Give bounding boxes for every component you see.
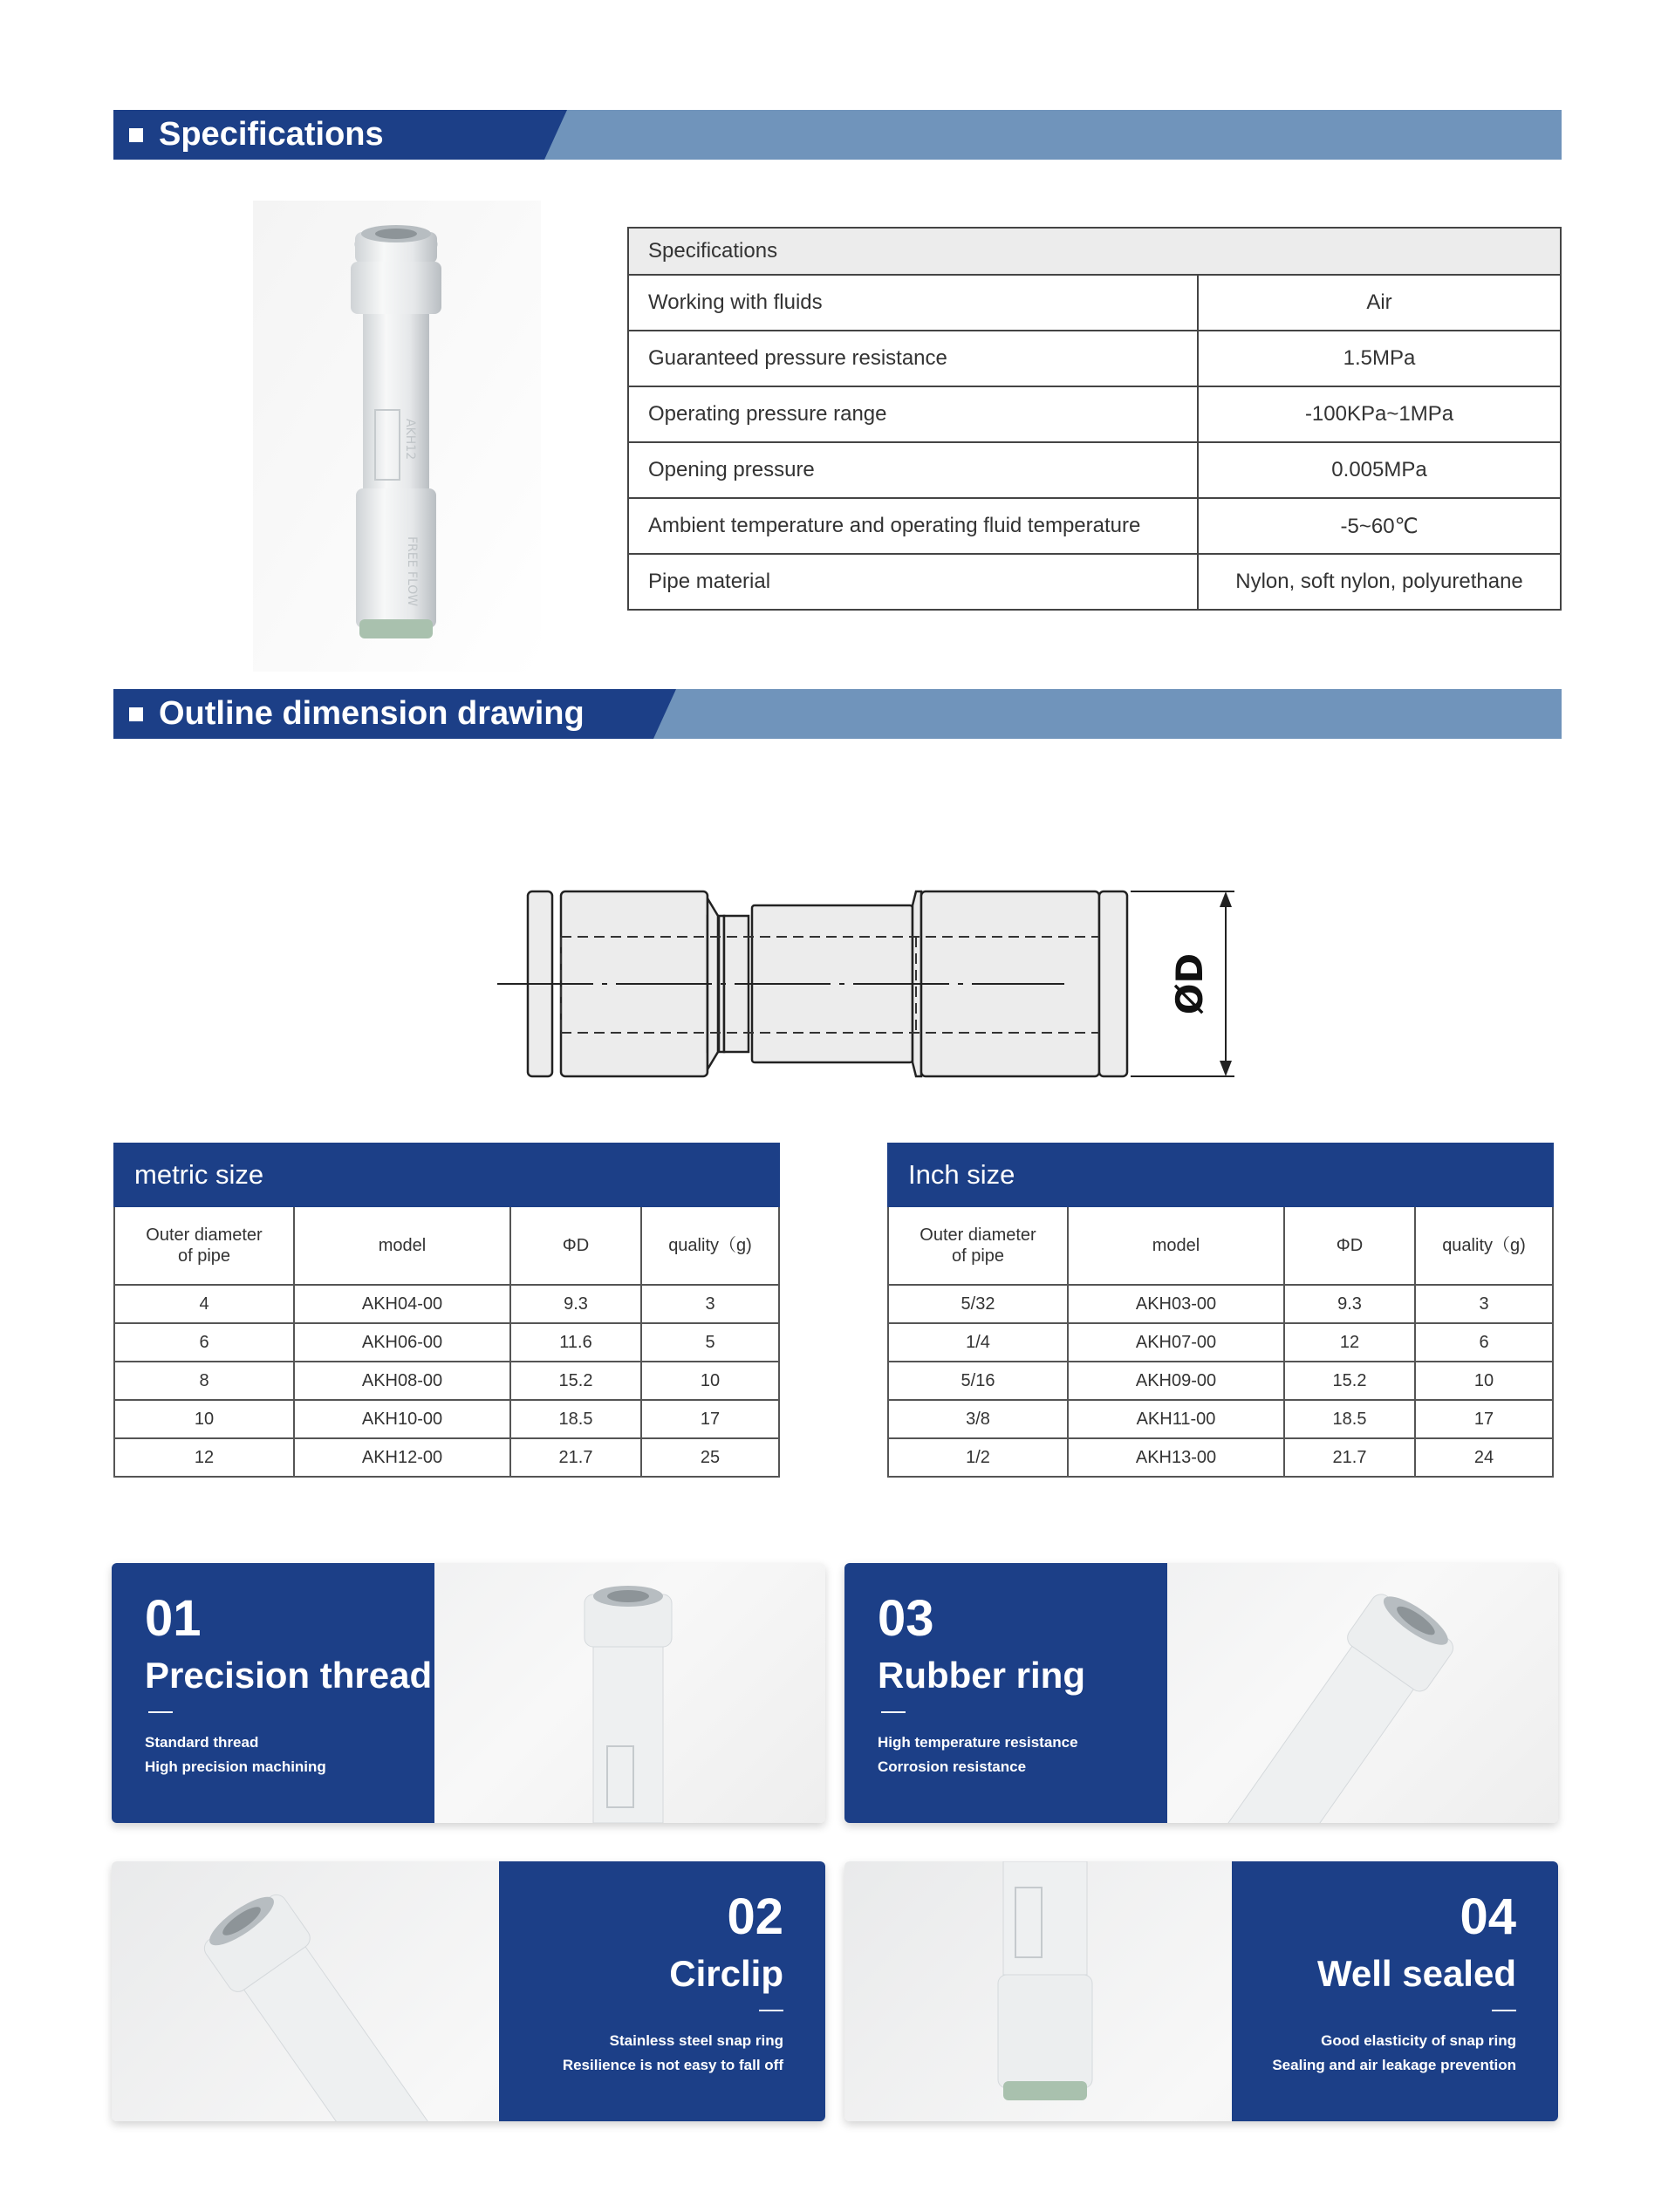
product-model-marking: AKH12 [403, 419, 417, 461]
spec-row [628, 554, 1561, 610]
spec-value: -5~60℃ [1198, 498, 1561, 554]
cell: AKH13-00 [1068, 1438, 1284, 1477]
cell: 5/32 [888, 1285, 1068, 1323]
section-title: Specifications [159, 116, 384, 153]
spec-label: Operating pressure range [628, 386, 1198, 442]
spec-label: Ambient temperature and operating fluid temperature [628, 498, 1198, 554]
product-flow-marking: FREE FLOW [405, 536, 419, 607]
cell: 3 [1415, 1285, 1553, 1323]
spec-row [628, 386, 1561, 442]
cell: 10 [1415, 1362, 1553, 1400]
feature-panel [499, 1861, 825, 2121]
spec-row [628, 442, 1561, 498]
cell: 11.6 [510, 1323, 641, 1362]
feature-line: High precision machining [145, 1758, 326, 1775]
dimension-drawing [489, 872, 1256, 1099]
spec-row [628, 498, 1561, 554]
cell: 6 [1415, 1323, 1553, 1362]
cell: 12 [1284, 1323, 1415, 1362]
feature-line: Stainless steel snap ring [609, 2032, 783, 2049]
spec-label: Opening pressure [628, 442, 1198, 498]
cell: AKH11-00 [1068, 1400, 1284, 1438]
col-header-quality: quality（g) [641, 1206, 779, 1285]
section-header-outline [113, 689, 1562, 739]
diameter-label: ØD [1168, 952, 1211, 1015]
cell: AKH04-00 [294, 1285, 510, 1323]
feature-number: 04 [1460, 1888, 1516, 1945]
cell: 3/8 [888, 1400, 1068, 1438]
spec-value: -100KPa~1MPa [1198, 386, 1561, 442]
fitting-photo [434, 1563, 825, 1823]
table-row [888, 1323, 1553, 1362]
feature-card-precision-thread [112, 1563, 825, 1823]
col-header-model: model [294, 1206, 510, 1285]
cell: 15.2 [510, 1362, 641, 1400]
square-bullet-icon [129, 128, 143, 142]
table-row [888, 1285, 1553, 1323]
cell: AKH10-00 [294, 1400, 510, 1438]
divider [1492, 2010, 1516, 2011]
col-header-model: model [1068, 1206, 1284, 1285]
cell: 8 [114, 1362, 294, 1400]
feature-title: Rubber ring [878, 1655, 1085, 1696]
col-header-diameter: ΦD [510, 1206, 641, 1285]
cell: 17 [1415, 1400, 1553, 1438]
cell: AKH08-00 [294, 1362, 510, 1400]
cell: AKH03-00 [1068, 1285, 1284, 1323]
feature-line: Standard thread [145, 1734, 259, 1751]
feature-number: 01 [145, 1590, 202, 1647]
cell: 21.7 [1284, 1438, 1415, 1477]
cell: 3 [641, 1285, 779, 1323]
spec-row [628, 331, 1561, 386]
feature-line: Resilience is not easy to fall off [562, 2057, 783, 2073]
cell: AKH07-00 [1068, 1323, 1284, 1362]
section-header-specifications [113, 110, 1562, 160]
cell: 5 [641, 1323, 779, 1362]
fitting-photo [844, 1861, 1235, 2121]
table-row [114, 1323, 779, 1362]
spec-value: 0.005MPa [1198, 442, 1561, 498]
cell: 4 [114, 1285, 294, 1323]
spec-table-header: Specifications [628, 228, 1561, 275]
table-row [114, 1400, 779, 1438]
divider [881, 1711, 906, 1713]
cell: AKH12-00 [294, 1438, 510, 1477]
cell: 15.2 [1284, 1362, 1415, 1400]
metric-size-table [113, 1143, 780, 1478]
feature-card-rubber-ring [844, 1563, 1558, 1823]
feature-title: Circlip [669, 1953, 783, 1994]
feature-card-well-sealed [844, 1861, 1558, 2121]
cell: 10 [114, 1400, 294, 1438]
cell: 18.5 [1284, 1400, 1415, 1438]
col-header-outer-diameter: Outer diameter of pipe [888, 1206, 1068, 1285]
feature-panel [844, 1563, 1167, 1823]
spec-value: Air [1198, 275, 1561, 331]
cell: 9.3 [510, 1285, 641, 1323]
feature-number: 02 [727, 1888, 783, 1945]
cell: 18.5 [510, 1400, 641, 1438]
metric-table-title: metric size [114, 1144, 779, 1206]
inch-size-table [887, 1143, 1554, 1478]
table-row [888, 1400, 1553, 1438]
cell: 10 [641, 1362, 779, 1400]
cell: 1/2 [888, 1438, 1068, 1477]
feature-title: Well sealed [1316, 1953, 1516, 1994]
cell: 12 [114, 1438, 294, 1477]
cell: 1/4 [888, 1323, 1068, 1362]
divider [759, 2010, 783, 2011]
feature-line: Good elasticity of snap ring [1321, 2032, 1516, 2049]
fitting-photo [112, 1861, 502, 2121]
divider [148, 1711, 173, 1713]
cell: AKH09-00 [1068, 1362, 1284, 1400]
feature-line: High temperature resistance [878, 1734, 1078, 1751]
table-row [114, 1438, 779, 1477]
feature-line: Corrosion resistance [878, 1758, 1027, 1775]
spec-label: Guaranteed pressure resistance [628, 331, 1198, 386]
cell: 21.7 [510, 1438, 641, 1477]
col-header-outer-diameter: Outer diameter of pipe [114, 1206, 294, 1285]
cell: 17 [641, 1400, 779, 1438]
specifications-table [627, 227, 1562, 611]
table-row [888, 1438, 1553, 1477]
spec-label: Working with fluids [628, 275, 1198, 331]
feature-title: Precision thread [145, 1655, 433, 1696]
fitting-photo [1167, 1563, 1558, 1823]
spec-row [628, 275, 1561, 331]
table-row [114, 1285, 779, 1323]
product-photo [253, 201, 541, 672]
cell: 25 [641, 1438, 779, 1477]
spec-value: Nylon, soft nylon, polyurethane [1198, 554, 1561, 610]
col-header-diameter: ΦD [1284, 1206, 1415, 1285]
cell: 6 [114, 1323, 294, 1362]
feature-card-circlip [112, 1861, 825, 2121]
table-row [114, 1362, 779, 1400]
feature-number: 03 [878, 1590, 934, 1647]
table-row [888, 1362, 1553, 1400]
cell: AKH06-00 [294, 1323, 510, 1362]
feature-panel [112, 1563, 434, 1823]
feature-line: Sealing and air leakage prevention [1272, 2057, 1516, 2073]
col-header-quality: quality（g) [1415, 1206, 1553, 1285]
square-bullet-icon [129, 707, 143, 721]
spec-label: Pipe material [628, 554, 1198, 610]
inch-table-title: Inch size [888, 1144, 1553, 1206]
cell: 5/16 [888, 1362, 1068, 1400]
spec-value: 1.5MPa [1198, 331, 1561, 386]
feature-panel [1232, 1861, 1558, 2121]
cell: 24 [1415, 1438, 1553, 1477]
cell: 9.3 [1284, 1285, 1415, 1323]
section-title: Outline dimension drawing [159, 695, 585, 732]
